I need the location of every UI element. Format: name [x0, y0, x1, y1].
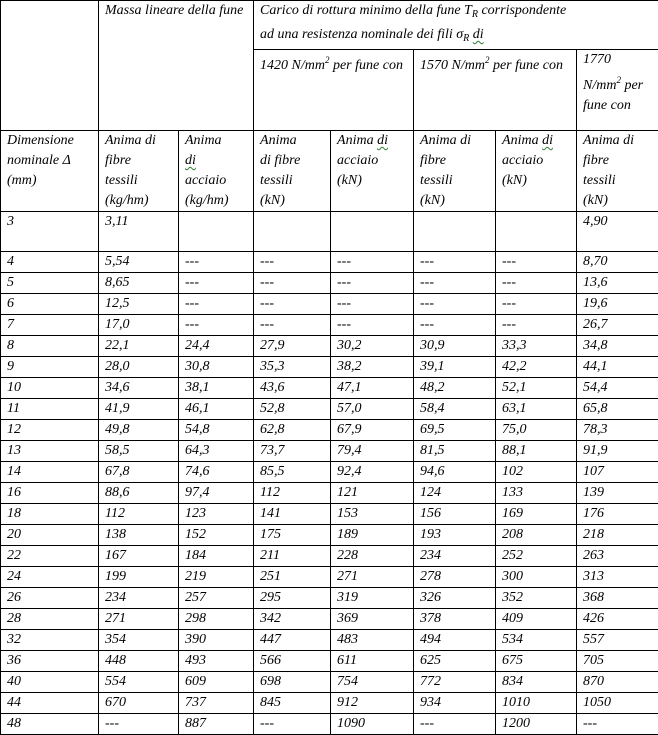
- cell-1570-fibre: 30,9: [414, 336, 496, 357]
- cell-1570-steel: [496, 212, 577, 252]
- header-load-group: Carico di rottura minimo della fune $T_R$ corrispondente ad una resistenza nominale dei fili $\sigma_R$ di: [254, 1, 658, 50]
- cell-dimension: 9: [1, 357, 99, 378]
- cell-1570-steel: 534: [496, 630, 577, 651]
- cell-mass-steel: ---: [179, 273, 254, 294]
- cell-1570-fibre: 124: [414, 483, 496, 504]
- cell-mass-steel: 609: [179, 672, 254, 693]
- cell-1420-fibre: 447: [254, 630, 331, 651]
- cell-mass-fibre: 199: [99, 567, 179, 588]
- cell-mass-fibre: 88,6: [99, 483, 179, 504]
- cell-1570-steel: ---: [496, 252, 577, 273]
- cell-1420-fibre: 342: [254, 609, 331, 630]
- cell-1570-steel: 169: [496, 504, 577, 525]
- cell-mass-fibre: 49,8: [99, 420, 179, 441]
- col-header-mass-fibre: Anima di fibre tessili (kg/hm): [99, 131, 179, 212]
- cell-mass-fibre: 3,11: [99, 212, 179, 252]
- cell-mass-steel: 219: [179, 567, 254, 588]
- cell-1570-steel: ---: [496, 315, 577, 336]
- cell-1420-fibre: 73,7: [254, 441, 331, 462]
- cell-1420-steel: 67,9: [331, 420, 414, 441]
- col-header-1570-steel: Anima di acciaio (kN): [496, 131, 577, 212]
- cell-1420-steel: ---: [331, 315, 414, 336]
- cell-1770-fibre: 263: [577, 546, 658, 567]
- cell-dimension: 10: [1, 378, 99, 399]
- cell-mass-fibre: 8,65: [99, 273, 179, 294]
- table-row: [1, 462, 658, 483]
- cell-1420-fibre: 27,9: [254, 336, 331, 357]
- table-row: [1, 672, 658, 693]
- cell-1420-steel: 153: [331, 504, 414, 525]
- cell-mass-steel: 184: [179, 546, 254, 567]
- cell-mass-steel: 887: [179, 714, 254, 735]
- cell-dimension: 18: [1, 504, 99, 525]
- header-empty-corner: [1, 1, 99, 131]
- cell-1420-steel: 92,4: [331, 462, 414, 483]
- table-row: [1, 567, 658, 588]
- table-row: [1, 504, 658, 525]
- cell-1420-steel: 611: [331, 651, 414, 672]
- cell-dimension: 12: [1, 420, 99, 441]
- cell-1420-steel: 121: [331, 483, 414, 504]
- cell-1770-fibre: 34,8: [577, 336, 658, 357]
- cell-dimension: 40: [1, 672, 99, 693]
- header-row-columns: [1, 131, 658, 212]
- cell-1420-fibre: 35,3: [254, 357, 331, 378]
- cell-mass-fibre: 58,5: [99, 441, 179, 462]
- cell-mass-fibre: 112: [99, 504, 179, 525]
- cell-1570-steel: 63,1: [496, 399, 577, 420]
- cell-1420-fibre: 211: [254, 546, 331, 567]
- cell-1420-steel: ---: [331, 273, 414, 294]
- table-row: [1, 546, 658, 567]
- cell-dimension: 13: [1, 441, 99, 462]
- cell-1770-fibre: 139: [577, 483, 658, 504]
- cell-1570-fibre: ---: [414, 315, 496, 336]
- table-row: [1, 399, 658, 420]
- cell-1570-steel: 252: [496, 546, 577, 567]
- cell-1770-fibre: 368: [577, 588, 658, 609]
- col-header-1770-fibre: Anima di fibre tessili (kN): [577, 131, 658, 212]
- cell-dimension: 36: [1, 651, 99, 672]
- cell-1770-fibre: 176: [577, 504, 658, 525]
- cell-mass-steel: 97,4: [179, 483, 254, 504]
- cell-1570-steel: ---: [496, 294, 577, 315]
- cell-mass-steel: 24,4: [179, 336, 254, 357]
- cell-1770-fibre: 78,3: [577, 420, 658, 441]
- cell-dimension: 26: [1, 588, 99, 609]
- cell-mass-steel: 30,8: [179, 357, 254, 378]
- cell-1570-steel: 409: [496, 609, 577, 630]
- cell-1570-steel: 42,2: [496, 357, 577, 378]
- cell-mass-fibre: 138: [99, 525, 179, 546]
- cell-mass-steel: 152: [179, 525, 254, 546]
- cell-mass-fibre: 34,6: [99, 378, 179, 399]
- cell-1570-fibre: 94,6: [414, 462, 496, 483]
- cell-1420-fibre: 52,8: [254, 399, 331, 420]
- cell-1570-steel: 352: [496, 588, 577, 609]
- cell-1570-steel: 1200: [496, 714, 577, 735]
- table-row: [1, 525, 658, 546]
- cell-dimension: 8: [1, 336, 99, 357]
- cell-1420-fibre: ---: [254, 252, 331, 273]
- cell-1570-steel: ---: [496, 273, 577, 294]
- table-row: [1, 212, 658, 252]
- cell-mass-fibre: 41,9: [99, 399, 179, 420]
- cell-1570-fibre: 69,5: [414, 420, 496, 441]
- cell-mass-steel: 74,6: [179, 462, 254, 483]
- cell-1420-fibre: ---: [254, 273, 331, 294]
- cell-1420-steel: 79,4: [331, 441, 414, 462]
- cell-mass-fibre: 354: [99, 630, 179, 651]
- cell-dimension: 44: [1, 693, 99, 714]
- cell-1570-steel: 102: [496, 462, 577, 483]
- table-row: [1, 609, 658, 630]
- cell-mass-steel: 46,1: [179, 399, 254, 420]
- cell-1420-fibre: ---: [254, 714, 331, 735]
- cell-mass-steel: ---: [179, 294, 254, 315]
- col-header-mass-steel: Anima di acciaio (kg/hm): [179, 131, 254, 212]
- cell-1570-fibre: 81,5: [414, 441, 496, 462]
- col-header-1420-fibre: Anima di fibre tessili (kN): [254, 131, 331, 212]
- cell-dimension: 20: [1, 525, 99, 546]
- cell-1570-steel: 52,1: [496, 378, 577, 399]
- table-row: [1, 273, 658, 294]
- cell-mass-steel: ---: [179, 252, 254, 273]
- cell-1570-fibre: 39,1: [414, 357, 496, 378]
- cell-1770-fibre: 870: [577, 672, 658, 693]
- cell-mass-fibre: 167: [99, 546, 179, 567]
- cell-dimension: 6: [1, 294, 99, 315]
- col-header-1570-fibre: Anima di fibre tessili (kN): [414, 131, 496, 212]
- cell-1570-fibre: 326: [414, 588, 496, 609]
- cell-1570-fibre: 625: [414, 651, 496, 672]
- cell-1420-steel: 228: [331, 546, 414, 567]
- cell-1770-fibre: 19,6: [577, 294, 658, 315]
- cell-mass-fibre: 271: [99, 609, 179, 630]
- cell-dimension: 28: [1, 609, 99, 630]
- cell-1570-steel: 300: [496, 567, 577, 588]
- cell-mass-steel: 493: [179, 651, 254, 672]
- col-header-dimension: Dimensione nominale Δ (mm): [1, 131, 99, 212]
- table-row: [1, 294, 658, 315]
- cell-1420-fibre: 566: [254, 651, 331, 672]
- cell-1420-steel: ---: [331, 294, 414, 315]
- cell-1770-fibre: 13,6: [577, 273, 658, 294]
- cell-1770-fibre: 218: [577, 525, 658, 546]
- cell-1420-steel: 47,1: [331, 378, 414, 399]
- cell-mass-steel: 390: [179, 630, 254, 651]
- table-row: [1, 588, 658, 609]
- table-row: [1, 651, 658, 672]
- cell-mass-steel: 737: [179, 693, 254, 714]
- cell-1570-fibre: 156: [414, 504, 496, 525]
- cell-1420-steel: 189: [331, 525, 414, 546]
- cell-1420-fibre: 141: [254, 504, 331, 525]
- cell-mass-fibre: 234: [99, 588, 179, 609]
- cell-1420-steel: 38,2: [331, 357, 414, 378]
- cell-1420-steel: 754: [331, 672, 414, 693]
- table-row: [1, 630, 658, 651]
- table-row: [1, 714, 658, 735]
- cell-mass-steel: 64,3: [179, 441, 254, 462]
- cell-1420-steel: 30,2: [331, 336, 414, 357]
- cell-1570-fibre: 193: [414, 525, 496, 546]
- cell-1420-fibre: ---: [254, 315, 331, 336]
- cell-1570-steel: 75,0: [496, 420, 577, 441]
- cell-1770-fibre: 54,4: [577, 378, 658, 399]
- col-header-1420-steel: Anima di acciaio (kN): [331, 131, 414, 212]
- cell-1570-fibre: 234: [414, 546, 496, 567]
- cell-1420-fibre: 85,5: [254, 462, 331, 483]
- cell-1570-steel: 33,3: [496, 336, 577, 357]
- cell-dimension: 48: [1, 714, 99, 735]
- header-grade-1770: 1770 $N/mm^2$ per fune con: [577, 50, 658, 131]
- cell-1420-steel: 319: [331, 588, 414, 609]
- cell-1570-steel: 133: [496, 483, 577, 504]
- cell-1570-fibre: [414, 212, 496, 252]
- cell-mass-fibre: 28,0: [99, 357, 179, 378]
- table-row: [1, 315, 658, 336]
- cell-dimension: 11: [1, 399, 99, 420]
- cell-1420-fibre: 295: [254, 588, 331, 609]
- cell-dimension: 3: [1, 212, 99, 252]
- cell-1770-fibre: 107: [577, 462, 658, 483]
- header-mass-group: Massa lineare della fune: [99, 1, 254, 131]
- cell-mass-steel: 38,1: [179, 378, 254, 399]
- header-row-groups: [1, 1, 658, 50]
- cell-1770-fibre: 26,7: [577, 315, 658, 336]
- cell-dimension: 7: [1, 315, 99, 336]
- cell-1570-steel: 834: [496, 672, 577, 693]
- cell-1420-fibre: 845: [254, 693, 331, 714]
- cell-1420-steel: 912: [331, 693, 414, 714]
- cell-mass-steel: ---: [179, 315, 254, 336]
- cell-1570-fibre: ---: [414, 273, 496, 294]
- cell-1770-fibre: ---: [577, 714, 658, 735]
- table-row: [1, 336, 658, 357]
- cell-1420-fibre: ---: [254, 294, 331, 315]
- table-row: [1, 693, 658, 714]
- cell-mass-fibre: 5,54: [99, 252, 179, 273]
- cell-1420-fibre: 43,6: [254, 378, 331, 399]
- cell-1420-fibre: 251: [254, 567, 331, 588]
- cell-dimension: 14: [1, 462, 99, 483]
- table-row: [1, 357, 658, 378]
- cell-mass-steel: [179, 212, 254, 252]
- cell-mass-steel: 54,8: [179, 420, 254, 441]
- cell-1770-fibre: 1050: [577, 693, 658, 714]
- cell-1570-steel: 1010: [496, 693, 577, 714]
- table-row: [1, 420, 658, 441]
- cell-1420-fibre: 112: [254, 483, 331, 504]
- table-row: [1, 441, 658, 462]
- cell-dimension: 16: [1, 483, 99, 504]
- cell-1770-fibre: 313: [577, 567, 658, 588]
- cell-1570-fibre: ---: [414, 294, 496, 315]
- cell-mass-fibre: 12,5: [99, 294, 179, 315]
- cell-1570-steel: 88,1: [496, 441, 577, 462]
- cell-1770-fibre: 4,90: [577, 212, 658, 252]
- cell-1420-steel: 1090: [331, 714, 414, 735]
- cell-1420-steel: 57,0: [331, 399, 414, 420]
- cell-1570-steel: 208: [496, 525, 577, 546]
- cell-1420-fibre: 698: [254, 672, 331, 693]
- table-row: [1, 483, 658, 504]
- cell-1420-fibre: 175: [254, 525, 331, 546]
- cell-mass-fibre: 448: [99, 651, 179, 672]
- cell-1420-fibre: 62,8: [254, 420, 331, 441]
- cell-mass-steel: 298: [179, 609, 254, 630]
- cell-mass-fibre: ---: [99, 714, 179, 735]
- cell-dimension: 4: [1, 252, 99, 273]
- cell-1570-fibre: 934: [414, 693, 496, 714]
- cell-mass-fibre: 67,8: [99, 462, 179, 483]
- cell-1570-fibre: 494: [414, 630, 496, 651]
- cell-1770-fibre: 65,8: [577, 399, 658, 420]
- cell-1570-fibre: 48,2: [414, 378, 496, 399]
- header-grade-1570: 1570 $N/mm^2$ per fune con: [414, 50, 577, 131]
- cell-mass-fibre: 554: [99, 672, 179, 693]
- cell-dimension: 32: [1, 630, 99, 651]
- cell-1770-fibre: 557: [577, 630, 658, 651]
- cell-mass-fibre: 17,0: [99, 315, 179, 336]
- cell-dimension: 22: [1, 546, 99, 567]
- cell-1570-fibre: 378: [414, 609, 496, 630]
- cell-mass-steel: 123: [179, 504, 254, 525]
- cell-1420-steel: 483: [331, 630, 414, 651]
- table-row: [1, 252, 658, 273]
- cell-1420-steel: 271: [331, 567, 414, 588]
- cell-1770-fibre: 8,70: [577, 252, 658, 273]
- cell-1770-fibre: 91,9: [577, 441, 658, 462]
- cell-1570-steel: 675: [496, 651, 577, 672]
- cell-1420-steel: ---: [331, 252, 414, 273]
- cell-1570-fibre: 58,4: [414, 399, 496, 420]
- cell-1570-fibre: ---: [414, 252, 496, 273]
- cell-1420-steel: [331, 212, 414, 252]
- header-grade-1420: 1420 $N/mm^2$ per fune con: [254, 50, 414, 131]
- cell-1770-fibre: 44,1: [577, 357, 658, 378]
- cell-1570-fibre: ---: [414, 714, 496, 735]
- cell-mass-steel: 257: [179, 588, 254, 609]
- cell-1570-fibre: 278: [414, 567, 496, 588]
- cell-1770-fibre: 426: [577, 609, 658, 630]
- table-row: [1, 378, 658, 399]
- cell-1420-steel: 369: [331, 609, 414, 630]
- cell-1570-fibre: 772: [414, 672, 496, 693]
- cell-1770-fibre: 705: [577, 651, 658, 672]
- cell-mass-fibre: 670: [99, 693, 179, 714]
- cell-dimension: 24: [1, 567, 99, 588]
- cell-mass-fibre: 22,1: [99, 336, 179, 357]
- cell-dimension: 5: [1, 273, 99, 294]
- cell-1420-fibre: [254, 212, 331, 252]
